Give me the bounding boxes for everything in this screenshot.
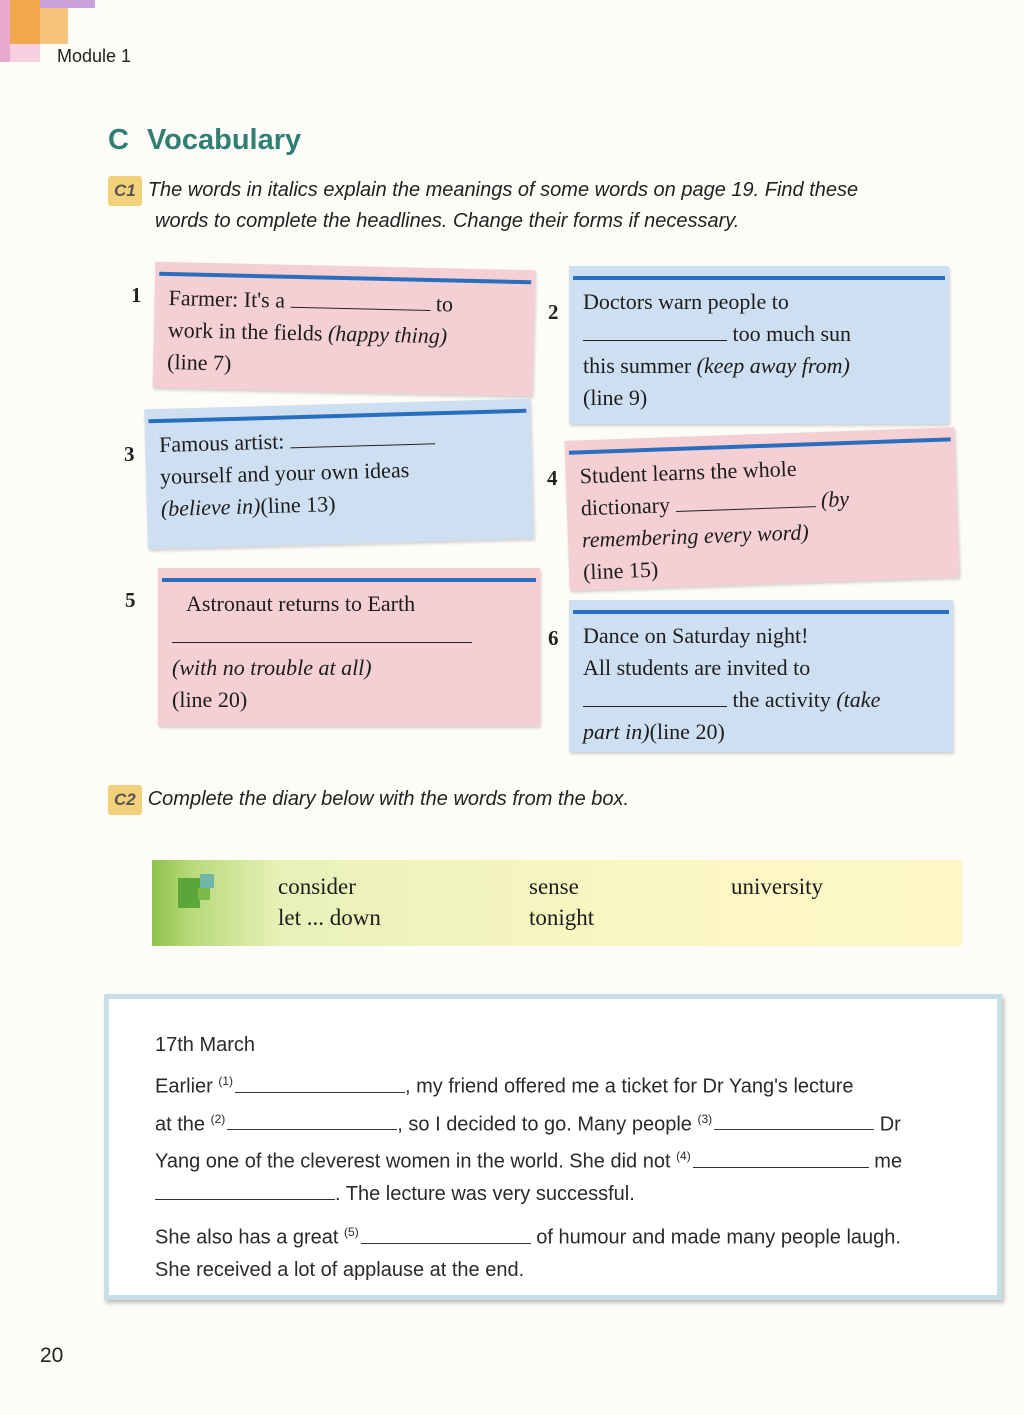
diary-gap-3[interactable] (714, 1110, 874, 1130)
headline-2-text-b: too much sun (732, 321, 852, 346)
headline-3-hint: (believe in) (160, 493, 261, 521)
headline-3-text-b: yourself and your own ideas (159, 457, 410, 489)
headline-1-blank[interactable] (290, 288, 430, 311)
diary-text-2: , my friend offered me a ticket for Dr Yang's lecture (405, 1075, 854, 1098)
headline-4-line-ref: (line 15) (582, 556, 659, 585)
word-sense: sense (529, 874, 579, 899)
diary-gap-number-1: (1) (218, 1074, 234, 1088)
headline-6-text-a: Dance on Saturday night! (583, 623, 809, 648)
diary-text-6: Yang one of the cleverest women in the world. She did not (155, 1150, 671, 1173)
section-heading (108, 124, 301, 157)
diary-box (104, 994, 1002, 1300)
headline-5-text-a: Astronaut returns to Earth (186, 591, 416, 616)
headline-5-number: 5 (125, 588, 136, 612)
headline-4-blank[interactable] (675, 487, 816, 512)
headline-5-blank[interactable] (172, 623, 472, 643)
headline-6-text-c: the activity (732, 687, 831, 712)
headline-3-number: 3 (124, 442, 135, 466)
headline-1-text-c: work in the fields (167, 317, 323, 346)
headline-6-line-ref: (line 20) (649, 719, 725, 744)
headline-2-text-c: this summer (583, 353, 692, 378)
headline-card-5 (158, 568, 540, 726)
headline-1-text-a: Farmer: It's a (168, 285, 286, 313)
headline-4-hint-a: (by (820, 485, 850, 512)
headline-3-text-a: Famous artist: (158, 428, 285, 458)
c1-instruction (108, 175, 988, 236)
headline-card-2 (569, 266, 949, 424)
diary-gap-5[interactable] (361, 1224, 531, 1244)
diary-text-9: She also has a great (155, 1226, 339, 1249)
diary-gap-2[interactable] (227, 1110, 397, 1130)
word-consider: consider (278, 874, 356, 899)
c2-instruction (108, 784, 988, 815)
diary-text-11: She received a lot of applause at the end. (155, 1258, 525, 1281)
diary-text-3: at the (155, 1113, 206, 1136)
headline-2-line-ref: (line 9) (583, 385, 648, 410)
diary-gap-1[interactable] (235, 1073, 405, 1093)
diary-text-7: me (874, 1150, 903, 1173)
diary-gap-number-4: (4) (676, 1149, 691, 1164)
module-label: Module 1 (57, 46, 132, 66)
c1-instruction-line2: words to complete the headlines. Change their forms if necessary. (155, 210, 740, 232)
headline-3-line-ref: (line 13) (260, 491, 336, 519)
diary-text-5: Dr (879, 1113, 901, 1136)
word-box (152, 860, 962, 946)
headline-card-3 (144, 399, 534, 550)
c2-instruction-text: Complete the diary below with the words from the box. (147, 788, 630, 810)
diary-gap-4-continued[interactable] (155, 1180, 335, 1200)
c1-instruction-line1: The words in italics explain the meanings of some words on page 19. Find these (147, 179, 859, 201)
c2-badge: C2 (108, 785, 142, 815)
headline-card-1 (153, 262, 536, 397)
headline-1-number: 1 (131, 283, 142, 307)
headline-card-4 (565, 427, 960, 591)
headline-2-text-a: Doctors warn people to (583, 289, 789, 314)
diary-gap-number-3: (3) (697, 1111, 713, 1126)
diary-gap-number-5: (5) (344, 1224, 359, 1239)
diary-text (155, 1029, 975, 1286)
headline-5-line-ref: (line 20) (172, 687, 248, 712)
headline-5-hint: (with no trouble at all) (172, 655, 372, 680)
headline-4-text-b: dictionary (580, 492, 671, 521)
headline-6-text-b: All students are invited to (583, 655, 811, 680)
word-tonight: tonight (529, 905, 595, 930)
headline-4-text-a: Student learns the whole (579, 455, 797, 489)
headline-4-number: 4 (547, 466, 558, 490)
headline-1-line-ref: (line 7) (166, 349, 232, 376)
headline-card-6 (569, 600, 953, 752)
headline-1-hint: (happy thing) (327, 320, 448, 349)
diary-text-4: , so I decided to go. Many people (397, 1113, 692, 1136)
headline-2-blank[interactable] (583, 321, 727, 341)
headline-6-number: 6 (548, 626, 559, 650)
headline-6-hint-a: (take (836, 687, 881, 712)
diary-gap-number-2: (2) (210, 1111, 226, 1126)
headline-2-number: 2 (548, 300, 559, 324)
diary-gap-4[interactable] (693, 1148, 869, 1168)
headline-6-hint-b: part in) (583, 719, 650, 744)
diary-text-1: Earlier (155, 1075, 213, 1098)
word-let-down: let ... down (278, 905, 381, 930)
word-university: university (731, 874, 823, 899)
headline-2-hint: (keep away from) (696, 353, 850, 378)
headline-4-hint-b: remembering every word) (581, 519, 810, 553)
section-letter: C (108, 124, 129, 156)
headline-6-blank[interactable] (583, 687, 727, 707)
diary-text-8: . The lecture was very successful. (335, 1182, 635, 1205)
headline-1-text-b: to (435, 291, 454, 317)
diary-text-10: of humour and made many people laugh. (536, 1226, 901, 1249)
diary-date: 17th March (155, 1034, 256, 1056)
page-number: 20 (40, 1344, 64, 1367)
section-title: Vocabulary (146, 124, 302, 156)
c1-badge: C1 (108, 176, 142, 206)
headline-3-blank[interactable] (289, 424, 435, 448)
